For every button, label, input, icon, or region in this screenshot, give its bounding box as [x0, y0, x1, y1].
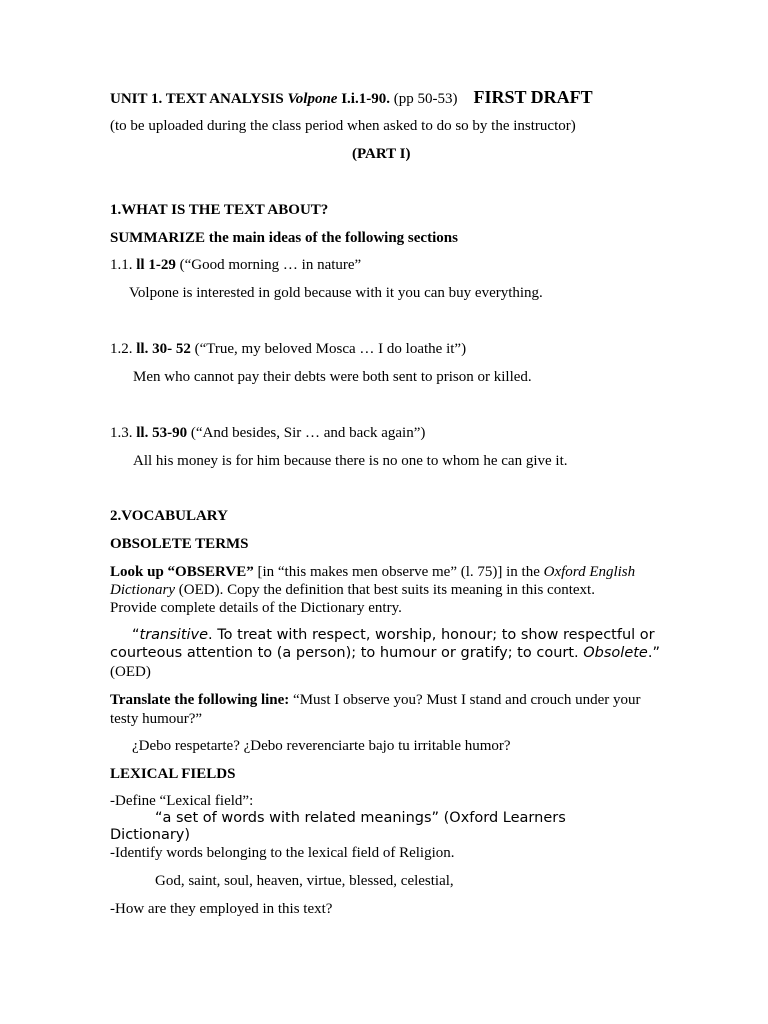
work-title: Volpone: [287, 91, 338, 107]
section2-heading: 2.VOCABULARY: [110, 508, 228, 524]
upload-note: (to be uploaded during the class period when asked to do so by the instructor): [110, 118, 576, 134]
lookup-instruction-line1: [110, 563, 635, 582]
item-number: 1.2.: [110, 341, 137, 357]
summary-item-3-prompt: [110, 424, 425, 443]
translate-bold: Translate the following line:: [110, 692, 290, 708]
document-title-line: [110, 88, 593, 109]
lookup-instruction-line3: Provide complete details of the Dictionary entry.: [110, 600, 402, 616]
dictionary-name-cont: Dictionary: [110, 582, 175, 598]
item-lines: ll 1-29: [136, 257, 176, 273]
oed-source: (OED): [110, 664, 151, 680]
summary-item-2-answer: Men who cannot pay their debts were both sent to prison or killed.: [133, 369, 532, 385]
obsolete-label: Obsolete: [583, 645, 648, 661]
section1-instruction: SUMMARIZE the main ideas of the following sections: [110, 230, 458, 246]
translation-answer: ¿Debo respetarte? ¿Debo reverenciarte bajo tu irritable humor?: [132, 738, 511, 754]
item-quote: (“True, my beloved Mosca … I do loathe it”): [190, 341, 467, 357]
part-of-speech: transitive: [139, 627, 209, 643]
summary-item-3-answer: All his money is for him because there is no one to whom he can give it.: [133, 453, 568, 469]
definition-text: . To treat with respect, worship, honour; to show respectful or courteous attention to (a person); to humour or gratify; to court.: [110, 627, 655, 661]
item-quote: (“Good morning … in nature”: [175, 257, 362, 273]
pages-reference: (pp 50-53): [389, 91, 458, 107]
unit-label: UNIT 1. TEXT ANALYSIS: [110, 91, 288, 107]
employment-prompt: -How are they employed in this text?: [110, 901, 333, 917]
item-number: 1.1.: [110, 257, 137, 273]
obsolete-terms-heading: OBSOLETE TERMS: [110, 536, 249, 552]
religion-words-answer: God, saint, soul, heaven, virtue, blessed, celestial,: [155, 873, 454, 889]
lookup-bold: Look up “OBSERVE”: [110, 564, 254, 580]
lexical-fields-heading: LEXICAL FIELDS: [110, 766, 236, 782]
draft-label: FIRST DRAFT: [473, 87, 593, 107]
summary-item-1-answer: Volpone is interested in gold because with it you can buy everything.: [129, 285, 543, 301]
item-lines: ll. 30- 52: [136, 341, 191, 357]
lookup-text-cont: (OED). Copy the definition that best suits its meaning in this context.: [175, 582, 595, 598]
summary-item-1-prompt: [110, 256, 361, 275]
translate-instruction: [110, 691, 655, 729]
summary-item-2-prompt: [110, 340, 466, 359]
translate-line: “Must I observe you? Must I stand and crouch under your testy humour?”: [110, 692, 641, 727]
lookup-text: [in “this makes men observe me” (l. 75)] in the: [253, 564, 544, 580]
quote-mark: “: [132, 627, 140, 643]
lexical-field-definition-line2: Dictionary): [110, 827, 191, 843]
part-label: (PART I): [352, 146, 411, 162]
lookup-instruction-line2: [110, 581, 595, 600]
item-lines: ll. 53-90: [136, 425, 188, 441]
dictionary-name: Oxford English: [543, 564, 636, 580]
lines-reference: I.i.1-90.: [337, 91, 390, 107]
oed-definition: [110, 626, 670, 662]
define-lexical-field-prompt: -Define “Lexical field”:: [110, 793, 254, 809]
quote-close: .”: [647, 645, 660, 661]
identify-words-prompt: -Identify words belonging to the lexical field of Religion.: [110, 845, 455, 861]
section1-heading: 1.WHAT IS THE TEXT ABOUT?: [110, 202, 329, 218]
item-quote: (“And besides, Sir … and back again”): [187, 425, 426, 441]
item-number: 1.3.: [110, 425, 137, 441]
lexical-field-definition-line1: “a set of words with related meanings” (Oxford Learners: [155, 810, 566, 826]
